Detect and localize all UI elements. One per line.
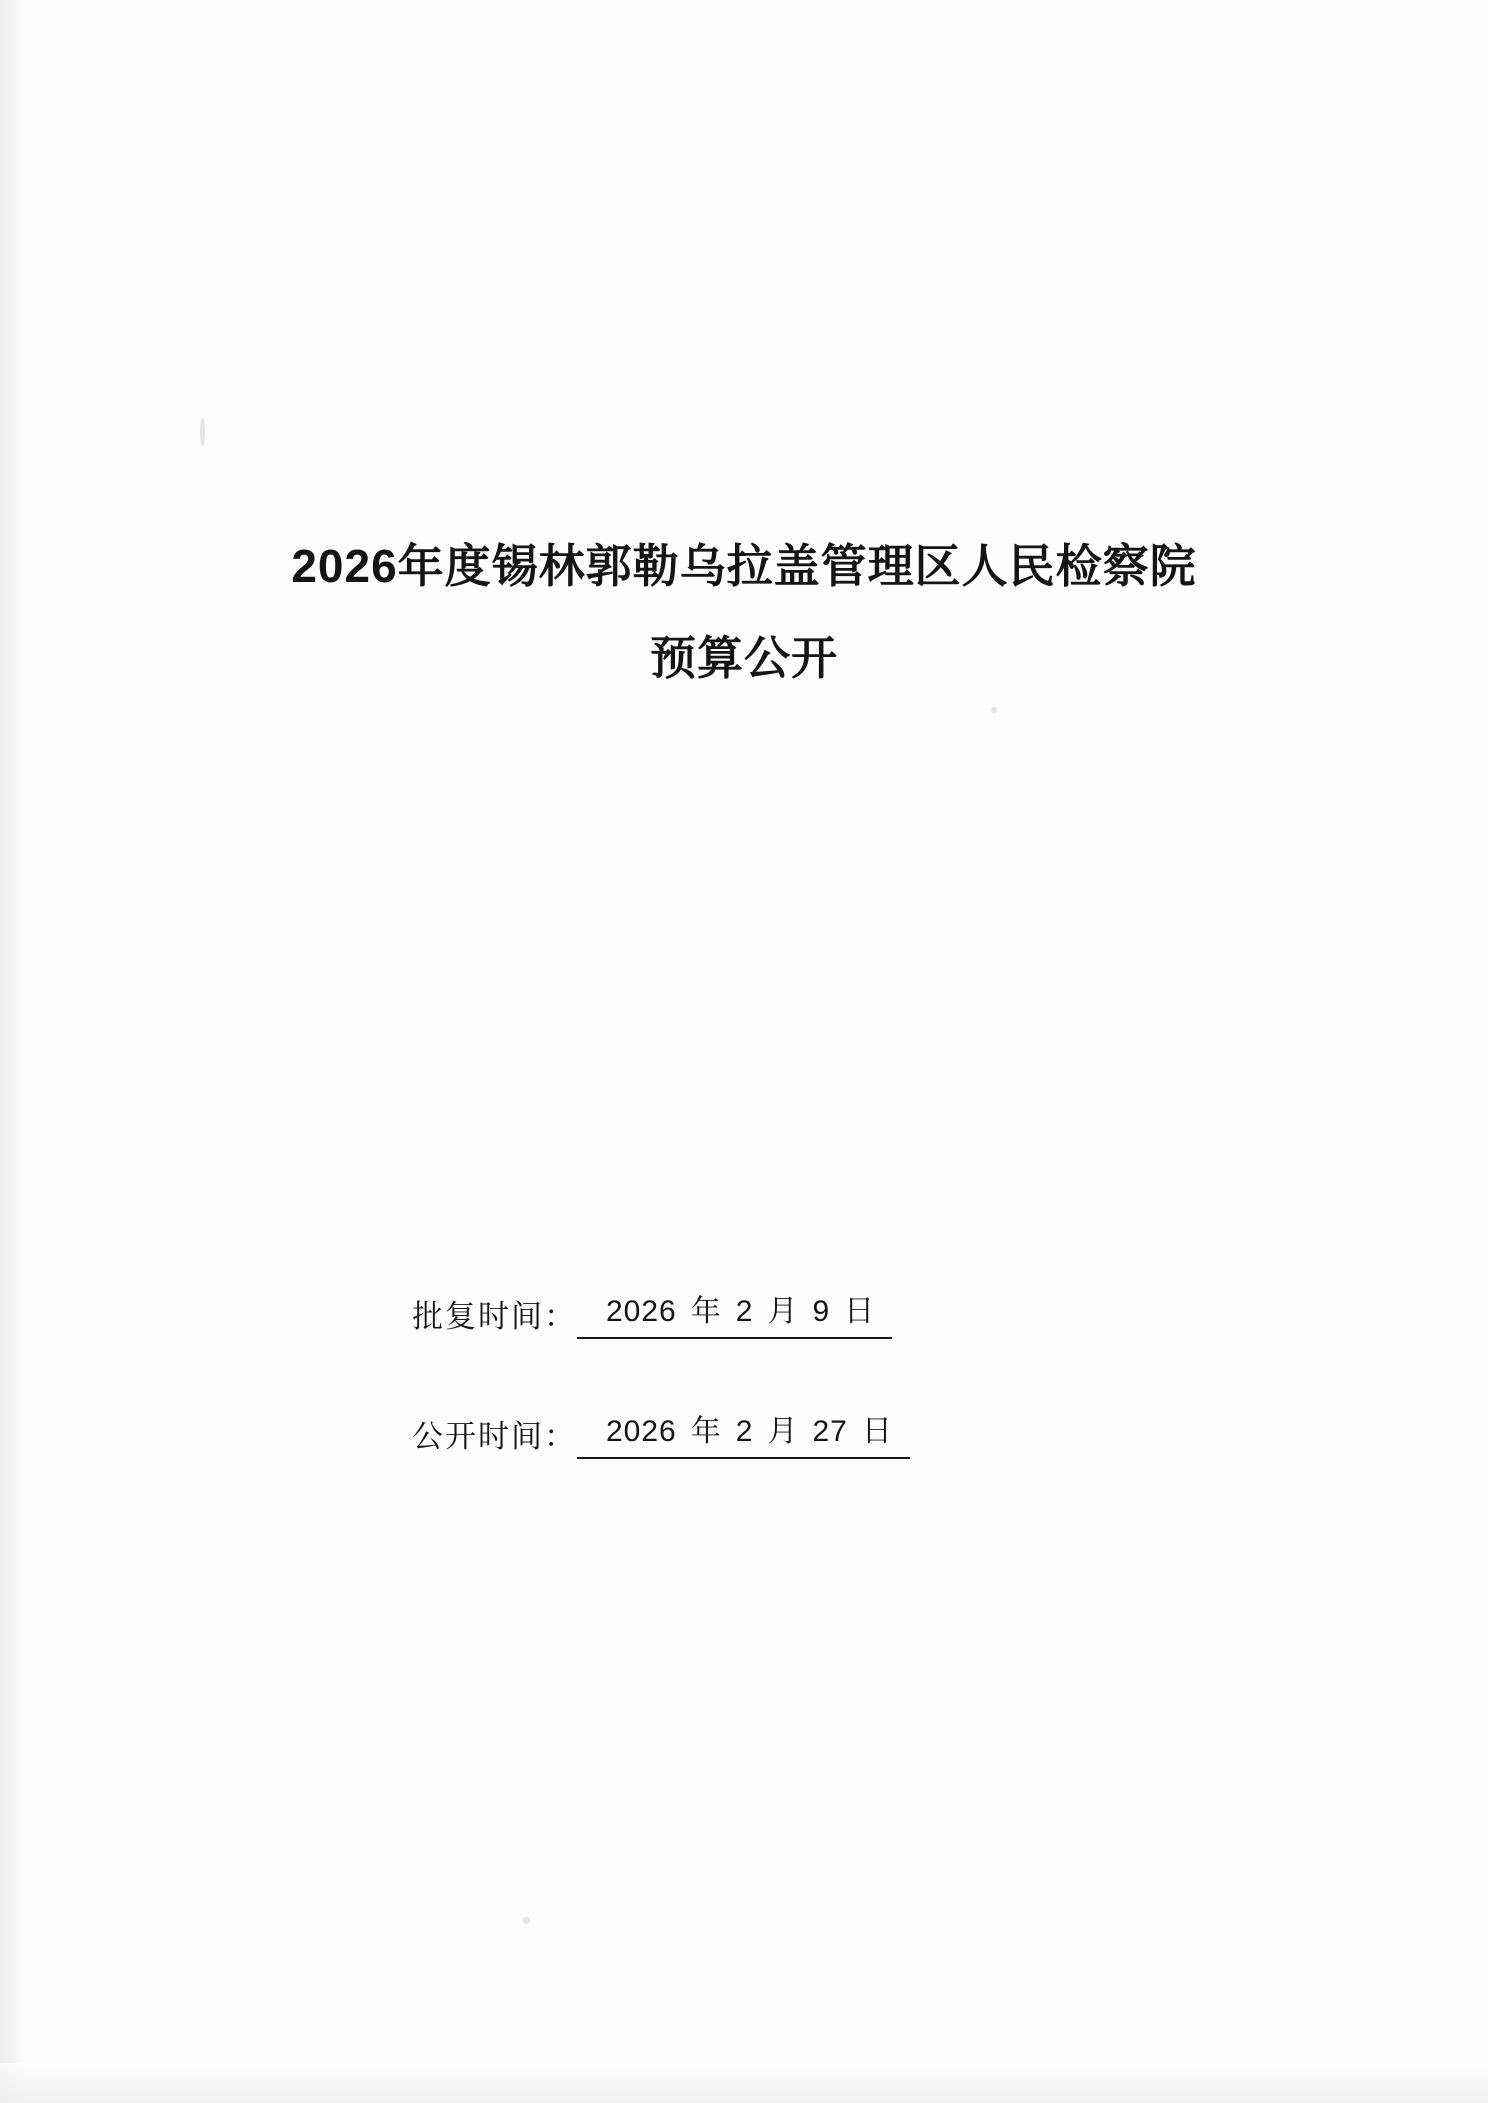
approval-date-value — [577, 1290, 892, 1339]
approval-date-row — [412, 1285, 1488, 1339]
disclosure-date-month-unit: 月 — [767, 1415, 799, 1448]
disclosure-date-value — [577, 1410, 910, 1459]
scan-edge-shadow-left — [0, 0, 26, 2103]
scan-speck — [200, 418, 205, 446]
scan-edge-shadow-bottom — [0, 2063, 1488, 2103]
title-line-2: 预算公开 — [650, 632, 838, 684]
title-line-1: 2026年度锡林郭勒乌拉盖管理区人民检察院 — [291, 540, 1197, 592]
disclosure-date-month: 2 — [735, 1415, 754, 1448]
approval-date-month: 2 — [735, 1295, 754, 1328]
page-title — [0, 520, 1488, 704]
disclosure-date-year: 2026 — [606, 1415, 677, 1448]
disclosure-date-year-unit: 年 — [690, 1415, 722, 1448]
approval-date-day: 9 — [812, 1295, 831, 1328]
scan-speck — [991, 707, 997, 713]
disclosure-date-day-unit: 日 — [861, 1415, 893, 1448]
approval-date-year-unit: 年 — [690, 1295, 722, 1328]
date-block — [0, 1285, 1488, 1525]
approval-date-day-unit: 日 — [844, 1295, 876, 1328]
disclosure-date-day: 27 — [812, 1415, 848, 1448]
disclosure-date-row — [412, 1405, 1488, 1459]
approval-date-month-unit: 月 — [767, 1295, 799, 1328]
approval-date-year: 2026 — [606, 1295, 677, 1328]
approval-date-label: 批复时间： — [412, 1299, 577, 1334]
scan-speck — [523, 1917, 530, 1924]
disclosure-date-label: 公开时间： — [412, 1419, 577, 1454]
